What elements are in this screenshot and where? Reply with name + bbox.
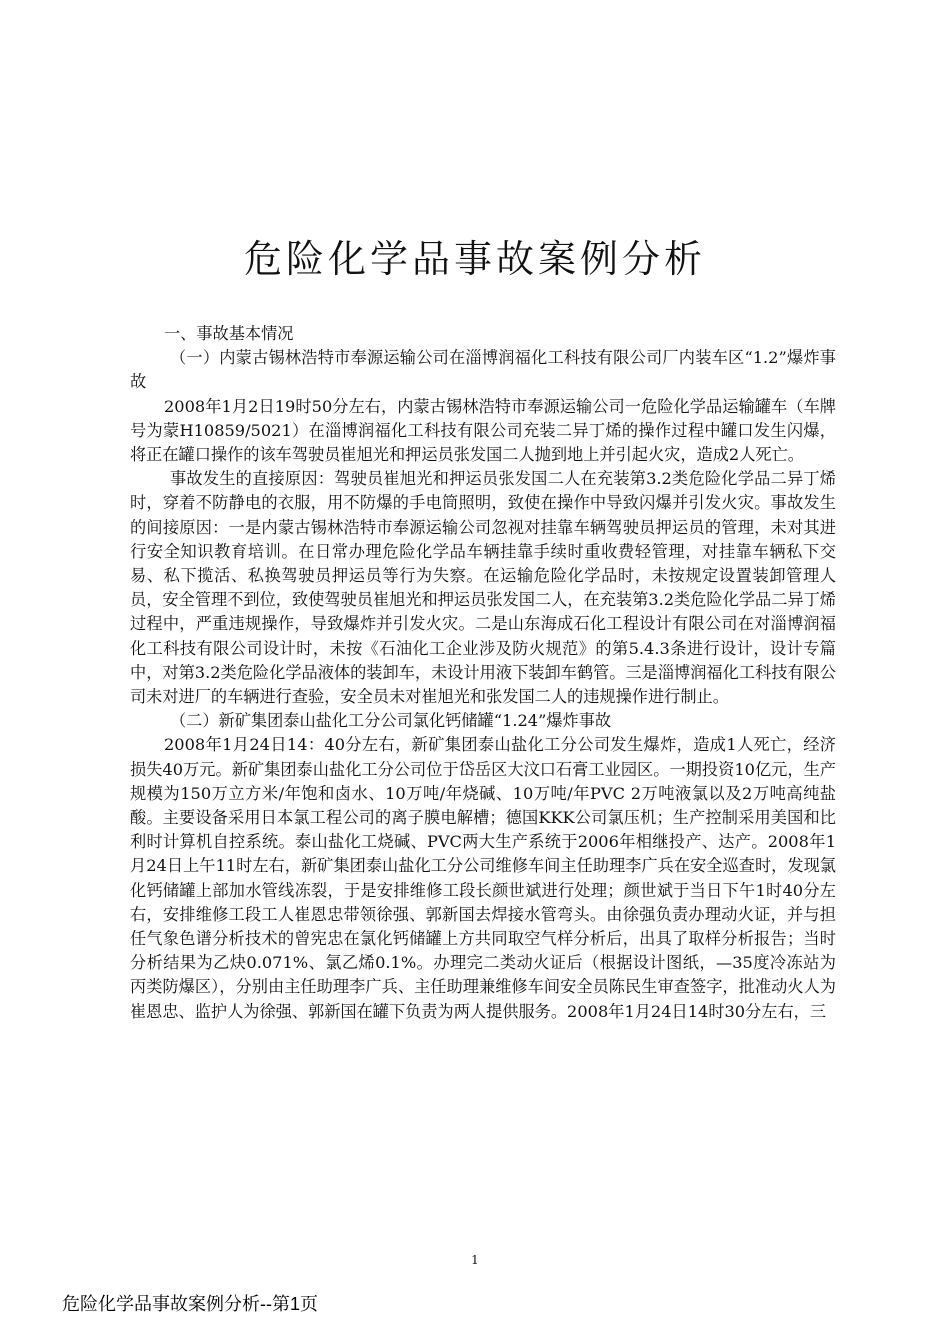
case-2-overview-paragraph: 2008年1月24日14：40分左右，新矿集团泰山盐化工分公司发生爆炸，造成1人死亡，经济损失40万元。新矿集团泰山盐化工分公司位于岱岳区大汶口石膏工业园区。一期投资10亿元，生产规模为150万立方米/年饱和卤水、10万吨/年烧碱、10万吨/年PVC 2万吨液氯以及2万吨高纯盐酸。主要设备采用日本氯工程公司的离子膜电解槽；德国KKK公司氯压机；生产控制采用美国和比利时计算机自控系统。泰山盐化工烧碱、PVC两大生产系统于2006年相继投产、达产。2008年1月24日上午11时左右，新矿集团泰山盐化工分公司维修车间主任助理李广兵在安全巡查时，发现氯化钙储罐上部加水管线冻裂，于是安排维修工段长颜世斌进行处理；颜世斌于当日下午1时40分左右，安排维修工段工人崔恩忠带领徐强、郭新国去焊接水管弯头。由徐强负责办理动火证，并与担任气象色谱分析技术的曾宪忠在氯化钙储罐上方共同取空气样分析后，出具了取样分析报告；当时分析结果为乙炔0.071%、氯乙烯0.1%。办理完二类动火证后（根据设计图纸，—35度冷冻站为丙类防爆区），分别由主任助理李广兵、主任助理兼维修车间安全员陈民生审查签字，批准动火人为崔恩忠、监护人为徐强、郭新国在罐下负责为两人提供服务。2008年1月24日14时30分左右，三 bbox=[130, 735, 836, 1021]
case-heading-2: （二）新矿集团泰山盐化工分公司氯化钙储罐“1.24”爆炸事故 bbox=[170, 711, 612, 731]
case-heading-1: （一）内蒙古锡林浩特市奉源运输公司在淄博润福化工科技有限公司厂内装车区“1.2”爆炸事故 bbox=[130, 348, 836, 392]
document-body bbox=[130, 322, 836, 1024]
case-1-cause-paragraph: 事故发生的直接原因：驾驶员崔旭光和押运员张发国二人在充装第3.2类危险化学品二异丁烯时，穿着不防静电的衣服，用不防爆的手电筒照明，致使在操作中导致闪爆并引发火灾。事故发生的间接原因：一是内蒙古锡林浩特市奉源运输公司忽视对挂靠车辆驾驶员押运员的管理，未对其进行安全知识教育培训。在日常办理危险化学品车辆挂靠手续时重收费轻管理，对挂靠车辆私下交易、私下揽活、私换驾驶员押运员等行为失察。在运输危险化学品时，未按规定设置装卸管理人员，安全管理不到位，致使驾驶员崔旭光和押运员张发国二人，在充装第3.2类危险化学品二异丁烯过程中，严重违规操作，导致爆炸并引发火灾。二是山东海成石化工程设计有限公司在对淄博润福化工科技有限公司设计时，未按《石油化工企业涉及防火规范》的第5.4.3条进行设计，设计专篇中，对第3.2类危险化学品液体的装卸车，未设计用液下装卸车鹤管。三是淄博润福化工科技有限公司未对进厂的车辆进行查验，安全员未对崔旭光和张发国二人的违规操作进行制止。 bbox=[130, 469, 836, 707]
page-number: 1 bbox=[471, 1253, 479, 1267]
document-title: 危险化学品事故案例分析 bbox=[243, 237, 706, 282]
section-heading-basic-situation: 一、事故基本情况 bbox=[164, 324, 294, 343]
case-1-overview-paragraph: 2008年1月2日19时50分左右，内蒙古锡林浩特市奉源运输公司一危险化学品运输罐车（车牌号为蒙H10859/5021）在淄博润福化工科技有限公司充装二异丁烯的操作过程中罐口发生闪爆，将正在罐口操作的该车驾驶员崔旭光和押运员张发国二人抛到地上并引起火灾，造成2人死亡。 bbox=[130, 396, 836, 465]
footer-caption: 危险化学品事故案例分析--第1页 bbox=[62, 1294, 318, 1314]
